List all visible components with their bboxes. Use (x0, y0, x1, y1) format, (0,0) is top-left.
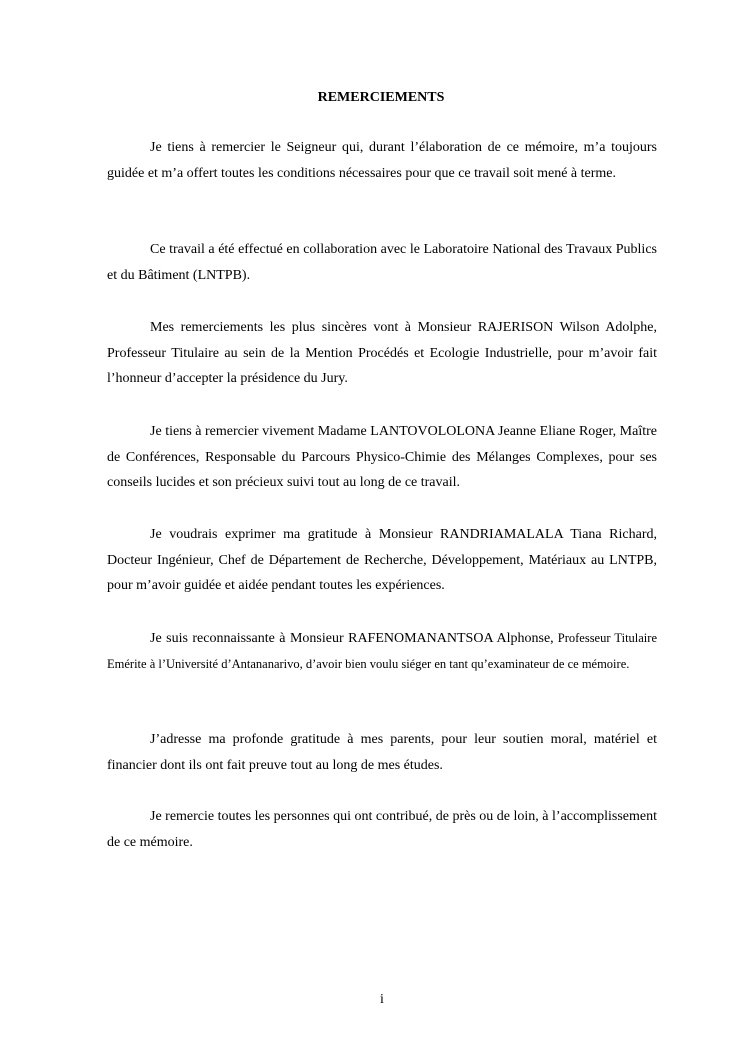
paragraph-encadreur: Je voudrais exprimer ma gratitude à Monsieur RANDRIAMALALA Tiana Richard, Docteur Ingénieur, Chef de Département de Recherche, Développement, Matériaux au LNTPB, pour m’avoir guidée et aidée pendant toutes les expériences. (107, 527, 657, 593)
paragraph-examinateur-rest: Professeur Titulaire Emérite à l’Université d’Antananarivo, d’avoir bien voulu siéger en tant qu’examinateur de ce mémoire. (107, 631, 657, 671)
paragraph-lntpb: Ce travail a été effectué en collaboration avec le Laboratoire National des Travaux Publics et du Bâtiment (LNTPB). (107, 242, 657, 283)
paragraph-responsable-parcours: Je tiens à remercier vivement Madame LANTOVOLOLONA Jeanne Eliane Roger, Maître de Conférences, Responsable du Parcours Physico-Chimie des Mélanges Complexes, pour ses conseils lucides et son précieux suivi tout au long de ce travail. (107, 424, 657, 490)
paragraph-parents: J’adresse ma profonde gratitude à mes parents, pour leur soutien moral, matériel et financier dont ils ont fait preuve tout au long de mes études. (107, 732, 657, 773)
paragraph-seigneur: Je tiens à remercier le Seigneur qui, durant l’élaboration de ce mémoire, m’a toujours guidée et m’a offert toutes les conditions nécessaires pour que ce travail soit mené à terme. (107, 140, 657, 181)
page-number: i (380, 992, 384, 1007)
page-title: REMERCIEMENTS (317, 90, 445, 105)
paragraph-examinateur (107, 626, 657, 677)
paragraph-remerciements-generaux: Je remercie toutes les personnes qui ont contribué, de près ou de loin, à l’accomplissement de ce mémoire. (107, 809, 657, 850)
paragraph-examinateur-lead: Je suis reconnaissante à Monsieur RAFENOMANANTSOA Alphonse, (150, 631, 554, 646)
paragraph-president-jury: Mes remerciements les plus sincères vont à Monsieur RAJERISON Wilson Adolphe, Professeur Titulaire au sein de la Mention Procédés et Ecologie Industrielle, pour m’avoir fait l’honneur d’accepter la présidence du Jury. (107, 320, 657, 386)
